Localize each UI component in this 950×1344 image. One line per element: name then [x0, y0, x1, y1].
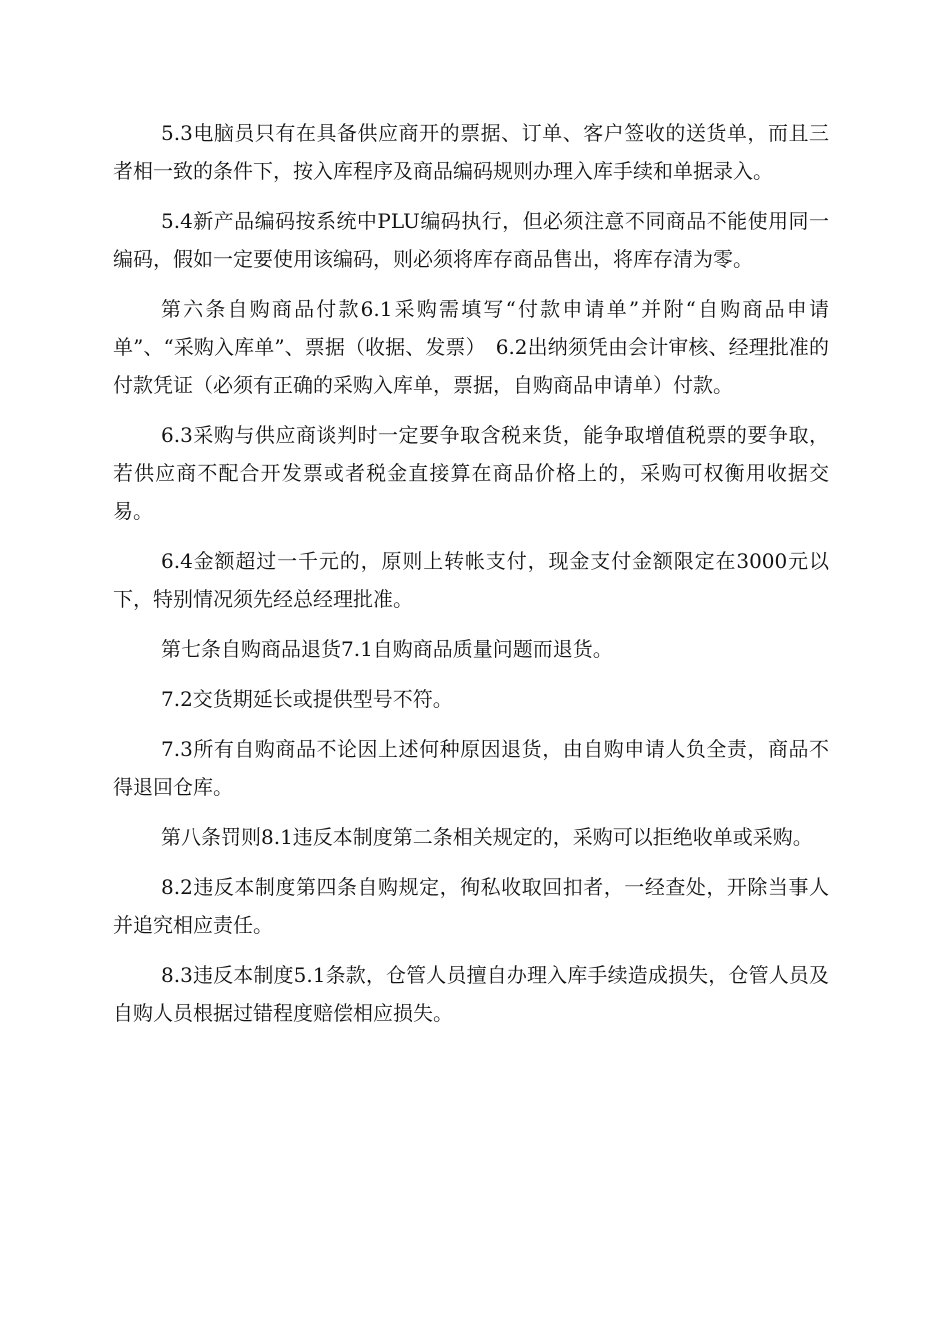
paragraph-8-3: 8.3违反本制度5.1条款，仓管人员擅自办理入库手续造成损失，仓管人员及自购人员根据过错程度赔偿相应损失。	[113, 963, 829, 1025]
paragraph-5-3: 5.3电脑员只有在具备供应商开的票据、订单、客户签收的送货单，而且三者相一致的条件下，按入库程序及商品编码规则办理入库手续和单据录入。	[113, 121, 829, 183]
paragraph-article-6: 第六条自购商品付款6.1采购需填写“付款申请单”并附“自购商品申请单”、“采购入库单”、票据（收据、发票） 6.2出纳须凭由会计审核、经理批准的付款凭证（必须有正确的采购入库单，票据，自购商品申请单）付款。	[113, 297, 829, 397]
document-body	[113, 114, 829, 1044]
paragraph-8-2: 8.2违反本制度第四条自购规定，徇私收取回扣者，一经查处，开除当事人并追究相应责任。	[113, 875, 829, 937]
paragraph-7-3: 7.3所有自购商品不论因上述何种原因退货，由自购申请人负全责，商品不得退回仓库。	[113, 737, 829, 799]
paragraph-article-8: 第八条罚则8.1违反本制度第二条相关规定的，采购可以拒绝收单或采购。	[161, 825, 813, 849]
paragraph-5-4: 5.4新产品编码按系统中PLU编码执行，但必须注意不同商品不能使用同一编码，假如一定要使用该编码，则必须将库存商品售出，将库存清为零。	[113, 209, 829, 271]
paragraph-7-2: 7.2交货期延长或提供型号不符。	[161, 687, 453, 711]
paragraph-6-4: 6.4金额超过一千元的，原则上转帐支付，现金支付金额限定在3000元以下，特别情况须先经总经理批准。	[113, 549, 829, 611]
paragraph-article-7: 第七条自购商品退货7.1自购商品质量问题而退货。	[161, 637, 613, 661]
paragraph-6-3: 6.3采购与供应商谈判时一定要争取含税来货，能争取增值税票的要争取，若供应商不配合开发票或者税金直接算在商品价格上的，采购可权衡用收据交易。	[113, 423, 829, 523]
